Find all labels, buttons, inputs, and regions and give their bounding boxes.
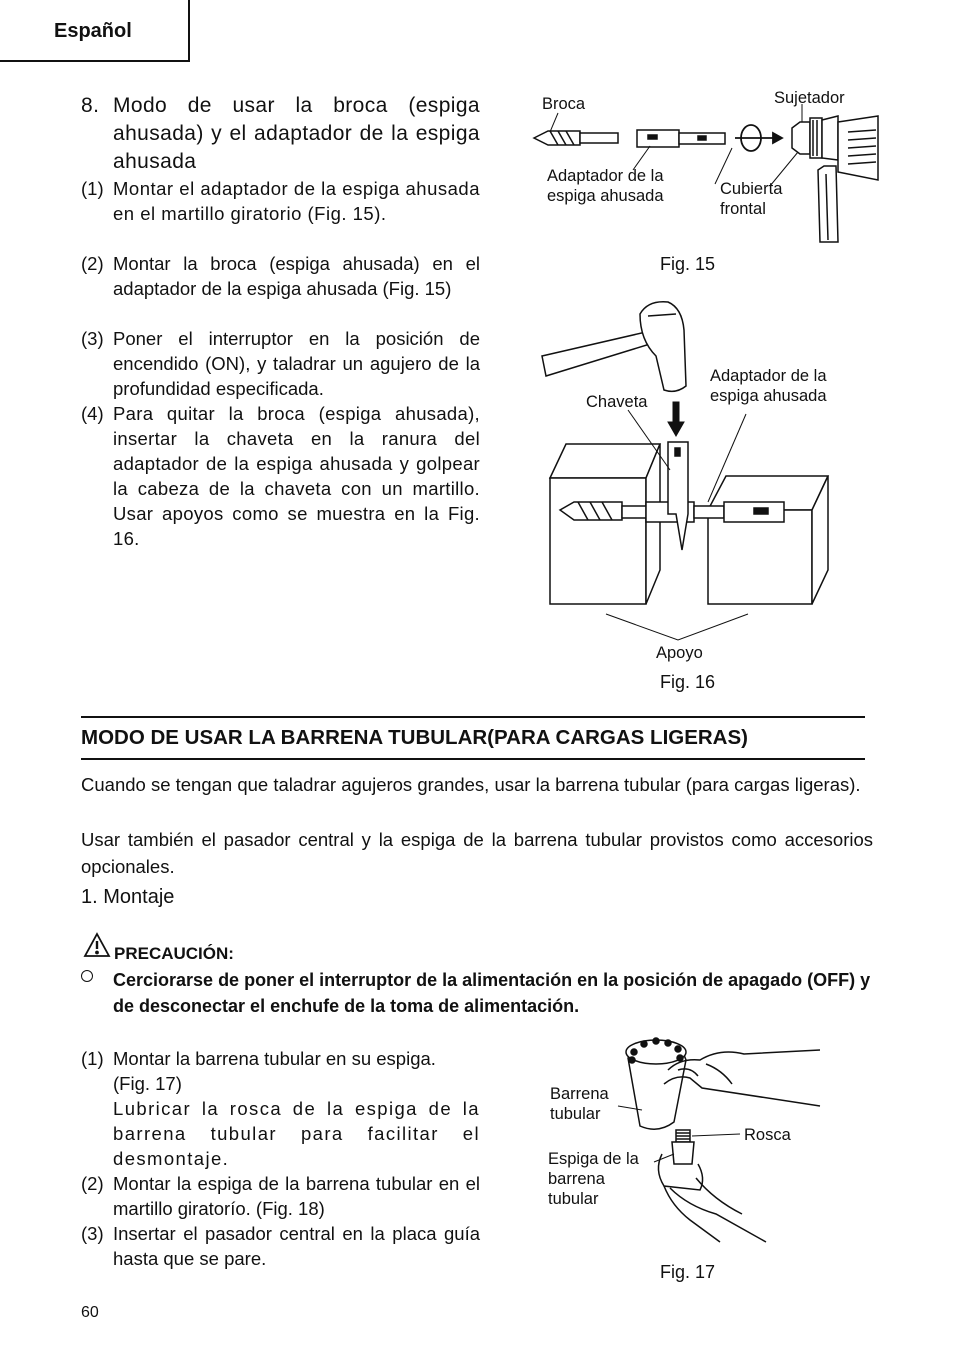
page-number: 60 <box>81 1304 99 1321</box>
section-number: 8. <box>81 94 100 117</box>
list-item: (3) Poner el interruptor en la posición de encendido (ON), y taladrar un agujero de la profundidad especificada. <box>81 328 480 399</box>
fig15-label-sujetador: Sujetador <box>774 89 845 107</box>
paragraph: Usar también el pasador central y la espiga de la barrena tubular provistos como accesorios opcionales. <box>81 829 873 877</box>
fig17-caption: Fig. 17 <box>660 1262 716 1282</box>
heading-rule-bottom <box>81 758 865 760</box>
fig17-label-barrena: Barrena tubular <box>550 1085 609 1123</box>
language-tab <box>0 0 190 62</box>
list-item: (2) Montar la espiga de la barrena tubular en el martillo giratorío. (Fig. 18) <box>81 1173 480 1219</box>
core-bit-icon <box>626 1038 686 1129</box>
fig17-label-espiga: Espiga de la barrena tubular <box>548 1150 639 1208</box>
hand-lower-icon <box>658 1154 766 1242</box>
list-item: (2) Montar la broca (espiga ahusada) en el adaptador de la espiga ahusada (Fig. 15) <box>81 253 480 299</box>
drill-bit-icon <box>534 131 618 145</box>
subsection-title: 1. Montaje <box>81 886 175 908</box>
rotation-arrow-icon <box>735 125 782 151</box>
fig15-label-broca: Broca <box>542 95 586 113</box>
hammer-icon <box>542 302 686 392</box>
fig16-illustration <box>536 296 836 646</box>
section-title-text: Modo de usar la broca (espiga ahusada) y el adaptador de la espiga ahusada <box>113 94 480 173</box>
fig16-label-chaveta: Chaveta <box>586 393 648 411</box>
caution-label: PRECAUCIÓN: <box>114 944 234 963</box>
hand-upper-icon <box>664 1050 820 1106</box>
drift-key-icon <box>668 442 688 550</box>
fig17-illustration <box>610 1030 840 1250</box>
warning-triangle-icon <box>83 932 111 958</box>
fig15-caption: Fig. 15 <box>660 254 716 274</box>
caution-text: Cerciorarse de poner el interruptor de la alimentación en la posición de apagado (OFF) y de desconectar el enchufe de la toma de alimentación. <box>113 970 871 1016</box>
rotary-hammer-front-icon <box>792 116 878 242</box>
taper-adapter-icon <box>637 130 725 147</box>
fig15-label-cubierta: Cubierta frontal <box>720 180 783 218</box>
fig16-label-adaptador: Adaptador de la espiga ahusada <box>710 367 827 405</box>
fig17-label-rosca: Rosca <box>744 1126 791 1144</box>
heading-rule-top <box>81 716 865 718</box>
support-block-right <box>708 476 828 604</box>
list-item: (4) Para quitar la broca (espiga ahusada), insertar la chaveta en la ranura del adaptador de la espiga ahusada y golpear la cabeza de la chaveta con un martillo. Usar apoyos como se muestra en la Fig. 16. <box>81 403 480 549</box>
list-item: (3) Insertar el pasador central en la placa guía hasta que se pare. <box>81 1223 480 1269</box>
paragraph: Cuando se tengan que taladrar agujeros grandes, usar la barrena tubular (para cargas ligeras). <box>81 774 861 795</box>
list-item: (1) Montar el adaptador de la espiga ahusada en el martillo giratorio (Fig. 15). <box>81 178 480 224</box>
list-item: Lubricar la rosca de la espiga de la barrena tubular para facilitar el desmontaje. <box>113 1098 480 1169</box>
core-bit-shank-icon <box>672 1130 694 1164</box>
fig15-label-adaptador: Adaptador de la espiga ahusada <box>547 167 664 205</box>
list-item: (1) Montar la barrena tubular en su espiga. (Fig. 17) <box>81 1048 436 1094</box>
down-arrow-icon <box>668 402 684 436</box>
section-8-title <box>81 92 480 176</box>
section-heading: MODO DE USAR LA BARRENA TUBULAR(PARA CARGAS LIGERAS) <box>81 726 748 749</box>
language-label: Español <box>54 20 132 42</box>
support-block-left <box>550 444 660 604</box>
fig16-caption: Fig. 16 <box>660 672 716 692</box>
bullet-circle-icon <box>81 970 93 982</box>
fig16-label-apoyo: Apoyo <box>656 644 703 662</box>
